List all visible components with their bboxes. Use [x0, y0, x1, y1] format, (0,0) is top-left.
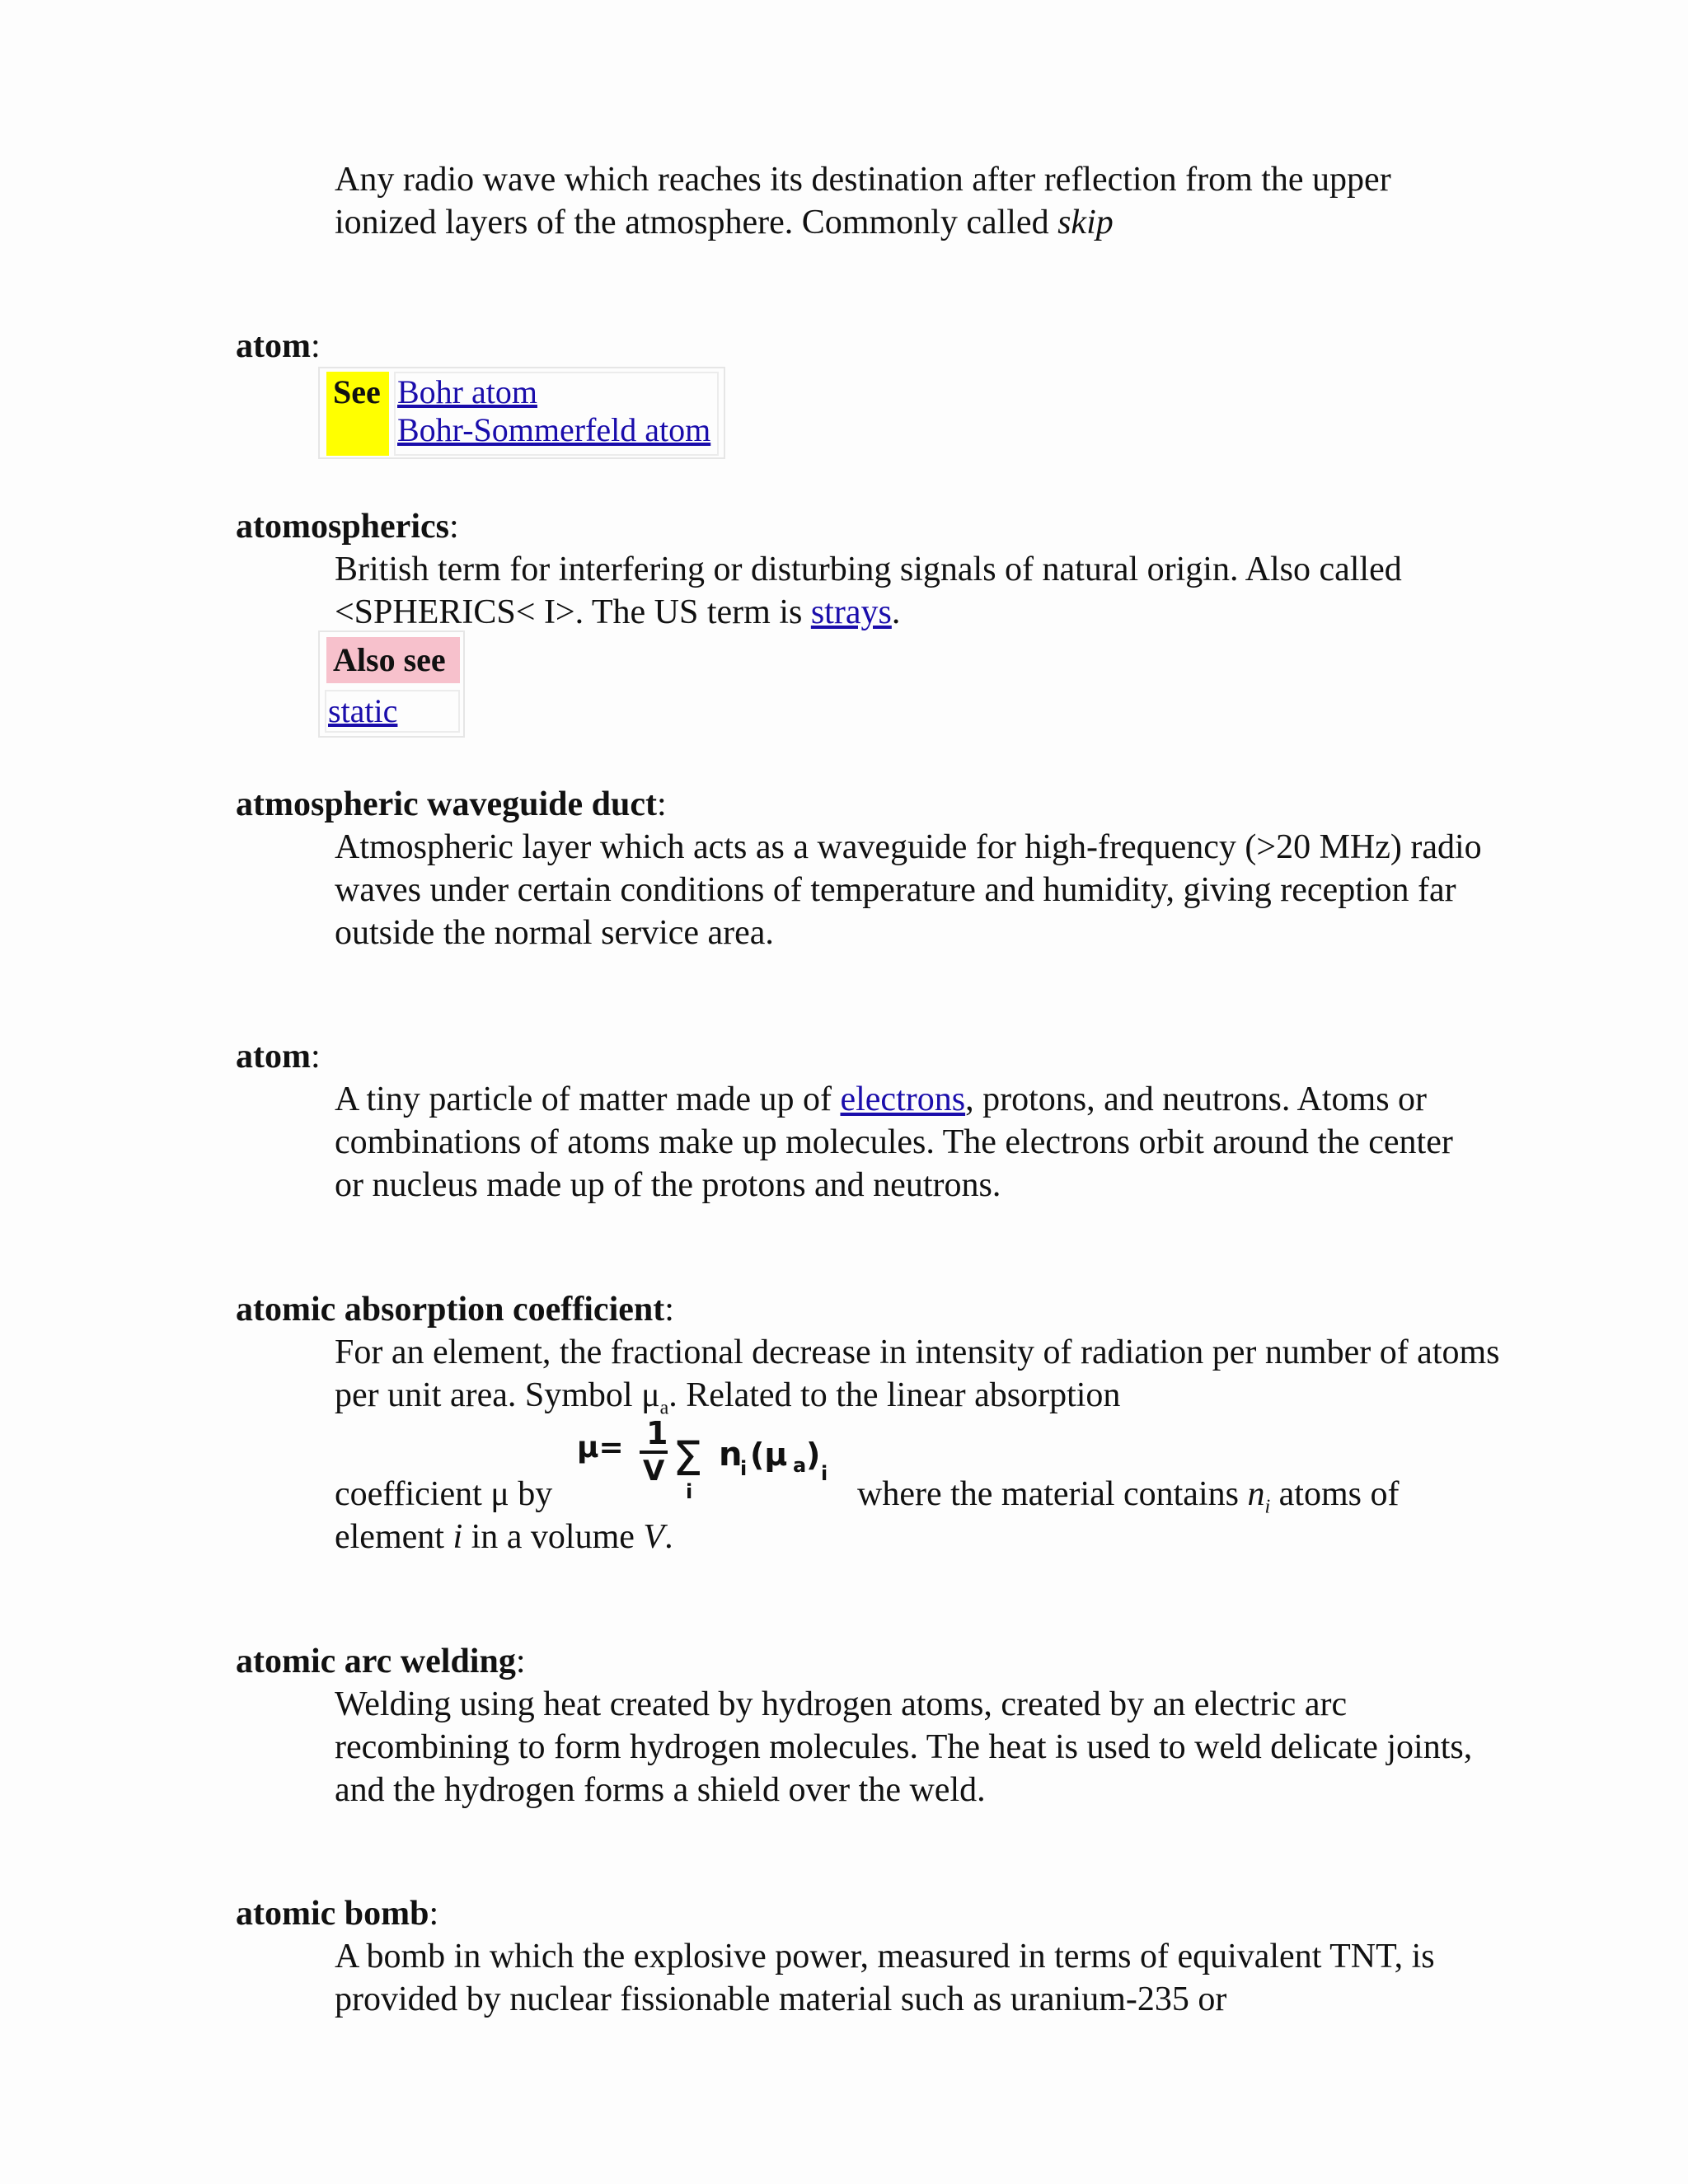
definition-text: For an element, the fractional decrease in intensity of radiation per number of atoms per unit area. Symbol μ — [335, 1333, 1500, 1414]
formula-close-paren: ) — [806, 1436, 821, 1473]
see-links — [394, 372, 719, 456]
formula-n-index: i — [740, 1457, 748, 1480]
definition-text: A tiny particle of matter made up of — [335, 1080, 841, 1118]
link-bohr-sommerfeld-atom[interactable]: Bohr-Sommerfeld atom — [397, 411, 711, 448]
formula-n: n — [719, 1436, 743, 1474]
term-atomic-absorption-coefficient — [236, 1288, 674, 1331]
term-label: atom — [236, 1038, 311, 1076]
formula-numerator: 1 — [646, 1415, 668, 1451]
term-label: atomic bomb — [236, 1895, 429, 1933]
see-box — [318, 367, 725, 459]
link-static[interactable]: static — [328, 692, 398, 729]
definition-text: . — [664, 1518, 673, 1556]
see-label: See — [326, 372, 389, 456]
term-colon: : — [656, 785, 667, 823]
also-see-links — [325, 690, 460, 733]
link-strays[interactable]: strays — [810, 593, 892, 631]
term-colon: : — [429, 1895, 439, 1933]
term-atom-2 — [236, 1035, 321, 1078]
definition-skip — [335, 158, 1489, 244]
italic-i: i — [452, 1518, 463, 1556]
definition-absorption-last — [335, 1516, 1489, 1558]
term-label: atomospherics — [236, 508, 449, 546]
link-electrons[interactable]: electrons — [840, 1080, 966, 1118]
definition-text: element — [335, 1518, 453, 1556]
term-label: atomic arc welding — [236, 1643, 516, 1680]
also-see-box — [318, 630, 465, 738]
definition-text: atoms of — [1270, 1475, 1400, 1513]
term-atmospheric-waveguide-duct — [236, 783, 667, 826]
formula-a-index: a — [793, 1454, 807, 1477]
formula-mu-equals: μ= — [577, 1431, 624, 1465]
definition-atomospherics — [335, 548, 1489, 634]
italic-v: V — [643, 1518, 665, 1556]
definition-italic-term: skip — [1057, 204, 1114, 241]
absorption-formula — [577, 1411, 857, 1502]
term-label: atmospheric waveguide duct — [236, 785, 657, 823]
formula-mu-a: (μ — [750, 1436, 788, 1473]
formula-graphic — [577, 1411, 857, 1502]
term-colon: : — [664, 1291, 674, 1329]
term-colon: : — [310, 1038, 321, 1076]
definition-atomic-bomb: A bomb in which the explosive power, measured in terms of equivalent TNT, is provided by nuclear fissionable material such as uranium-235 or — [335, 1938, 1435, 2018]
link-bohr-atom[interactable]: Bohr atom — [397, 373, 537, 410]
definition-waveguide: Atmospheric layer which acts as a waveguide for high-frequency (>20 MHz) radio waves under certain conditions of temperature and humidity, giving reception far outside the normal service area. — [335, 828, 1482, 952]
definition-absorption-coef: coefficient μ by — [335, 1475, 553, 1513]
term-atomospherics — [236, 505, 459, 548]
definition-text: . — [891, 593, 901, 631]
definition-text: Any radio wave which reaches its destination after reflection from the upper ionized layers of the atmosphere. Commonly called — [335, 161, 1391, 241]
term-atom — [236, 325, 321, 368]
definition-text: . Related to the linear absorption — [668, 1376, 1121, 1414]
term-colon: : — [515, 1643, 526, 1680]
formula-sigma: Σ — [673, 1431, 703, 1487]
definition-absorption-line1 — [335, 1331, 1505, 1429]
definition-text: where the material contains — [857, 1475, 1248, 1513]
definition-text: , protons, and neutrons. Atoms or combinations of atoms make up molecules. The electrons orbit around the center or nucleus made up of the protons and neutrons. — [335, 1080, 1453, 1204]
subscript-a: a — [659, 1397, 669, 1419]
subscript-i: i — [1264, 1496, 1271, 1518]
also-see-label: Also see — [326, 637, 460, 683]
definition-atom — [335, 1078, 1489, 1207]
formula-sigma-index: i — [686, 1480, 693, 1502]
formula-denominator: V — [643, 1455, 665, 1488]
term-colon: : — [448, 508, 459, 546]
term-label: atom — [236, 327, 311, 365]
term-colon: : — [310, 327, 321, 365]
term-atomic-bomb — [236, 1892, 438, 1935]
term-atomic-arc-welding — [236, 1640, 526, 1683]
term-label: atomic absorption coefficient — [236, 1291, 665, 1329]
definition-text: British term for interfering or disturbing signals of natural origin. Also called <SPHERICS< I>. The US term is — [335, 551, 1402, 631]
formula-outer-index: i — [821, 1462, 828, 1485]
definition-arc-welding: Welding using heat created by hydrogen atoms, created by an electric arc recombining to form hydrogen molecules. The heat is used to weld delicate joints, and the hydrogen forms a shield over the weld. — [335, 1685, 1473, 1809]
definition-text: in a volume — [462, 1518, 644, 1556]
italic-n: n — [1247, 1475, 1265, 1513]
